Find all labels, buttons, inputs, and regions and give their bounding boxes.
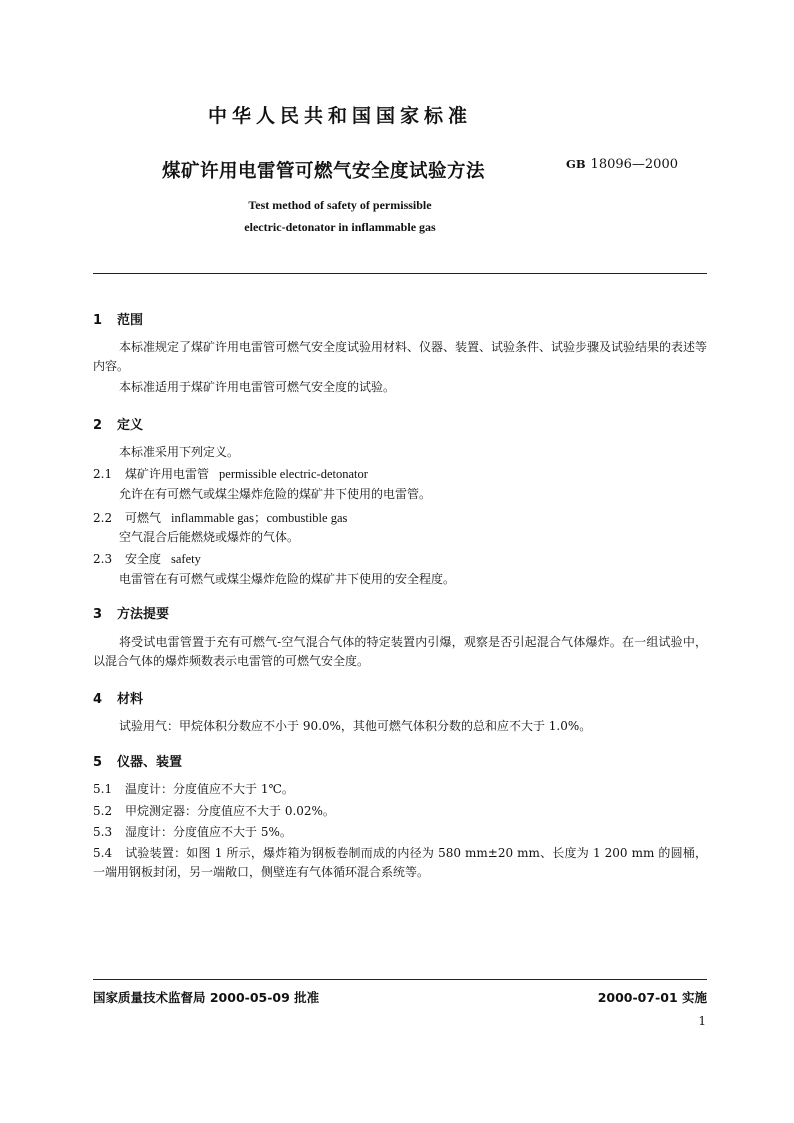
section-title: 方法提要 — [117, 607, 170, 622]
clause-number: 2.3 — [93, 552, 113, 566]
section-4-paragraph: 试验用气：甲烷体积分数应不小于 90.0%，其他可燃气体积分数的总和应不大于 1.0%。 — [119, 719, 592, 733]
clause-text: 湿度计：分度值应不大于 5%。 — [125, 825, 292, 839]
section-2-intro: 本标准采用下列定义。 — [119, 445, 240, 459]
effective-date: 2000-07-01 实施 — [597, 990, 707, 1005]
standard-title-cn: 煤矿许用电雷管可燃气安全度试验方法 — [162, 161, 486, 182]
term-cn: 可燃气 — [125, 511, 162, 525]
gb-label: GB — [566, 157, 586, 171]
gb-number: 18096—2000 — [590, 157, 678, 172]
section-5-heading — [93, 751, 182, 770]
section-number: 1 — [93, 313, 103, 328]
page-number: 1 — [698, 1014, 706, 1028]
clause-5-2 — [93, 802, 335, 819]
term-cn: 安全度 — [125, 552, 162, 566]
term-en: safety — [171, 552, 201, 566]
clause-number: 5.3 — [93, 825, 113, 839]
definition-2-2 — [93, 508, 347, 526]
clause-number: 2.1 — [93, 467, 113, 481]
section-4-heading — [93, 688, 143, 707]
section-title: 定义 — [117, 418, 144, 433]
term-en: permissible electric-detonator — [219, 467, 368, 481]
clause-text: 温度计：分度值应不大于 1℃。 — [125, 782, 294, 796]
clause-number: 2.2 — [93, 511, 113, 525]
term-cn: 煤矿许用电雷管 — [125, 467, 210, 481]
clause-number: 5.1 — [93, 782, 113, 796]
section-3-heading — [93, 603, 169, 622]
section-number: 2 — [93, 418, 103, 433]
section-1-paragraph-2: 本标准适用于煤矿许用电雷管可燃气安全度的试验。 — [119, 380, 396, 394]
definition-2-3-text: 电雷管在有可燃气或煤尘爆炸危险的煤矿井下使用的安全程度。 — [119, 572, 456, 586]
section-1-heading — [93, 309, 143, 328]
section-1-paragraph-1: 本标准规定了煤矿许用电雷管可燃气安全度试验用材料、仪器、装置、试验条件、试验步骤及试验结果的表述等内容。 — [93, 340, 708, 373]
definition-2-3 — [93, 550, 201, 567]
section-title: 范围 — [117, 313, 144, 328]
definition-2-1 — [93, 465, 368, 482]
definition-2-1-text: 允许在有可燃气或煤尘爆炸危险的煤矿井下使用的电雷管。 — [119, 487, 432, 501]
clause-number: 5.4 — [93, 846, 113, 860]
term-en: inflammable gas；combustible gas — [171, 511, 348, 525]
standard-code — [566, 157, 678, 172]
approval-note: 国家质量技术监督局 2000-05-09 批准 — [93, 990, 320, 1005]
section-2-heading — [93, 414, 143, 433]
section-3-paragraph: 将受试电雷管置于充有可燃气-空气混合气体的特定装置内引爆，观察是否引起混合气体爆炸。在一组试验中，以混合气体的爆炸频数表示电雷管的可燃气安全度。 — [93, 635, 707, 668]
national-standard-heading: 中华人民共和国国家标准 — [207, 105, 472, 127]
section-number: 4 — [93, 692, 103, 707]
clause-number: 5.2 — [93, 804, 113, 818]
clause-text: 试验装置：如图 1 所示，爆炸箱为钢板卷制而成的内径为 580 mm±20 mm、长度为 1 200 mm 的圆桶，一端用钢板封闭，另一端敞口，侧壁连有气体循环混合系统等。 — [93, 846, 707, 879]
definition-2-2-text: 空气混合后能燃烧或爆炸的气体。 — [119, 530, 300, 544]
footer-divider — [93, 979, 707, 980]
section-title: 仪器、装置 — [117, 755, 183, 770]
clause-5-4 — [93, 844, 707, 882]
section-title: 材料 — [117, 692, 144, 707]
header-divider — [93, 273, 707, 274]
section-number: 3 — [93, 607, 103, 622]
clause-text: 甲烷测定器：分度值应不大于 0.02%。 — [125, 804, 335, 818]
standard-title-en-line2: electric-detonator in inflammable gas — [244, 220, 436, 234]
section-number: 5 — [93, 755, 103, 770]
standard-title-en-line1: Test method of safety of permissible — [248, 198, 432, 212]
clause-5-3 — [93, 823, 292, 840]
clause-5-1 — [93, 780, 294, 797]
